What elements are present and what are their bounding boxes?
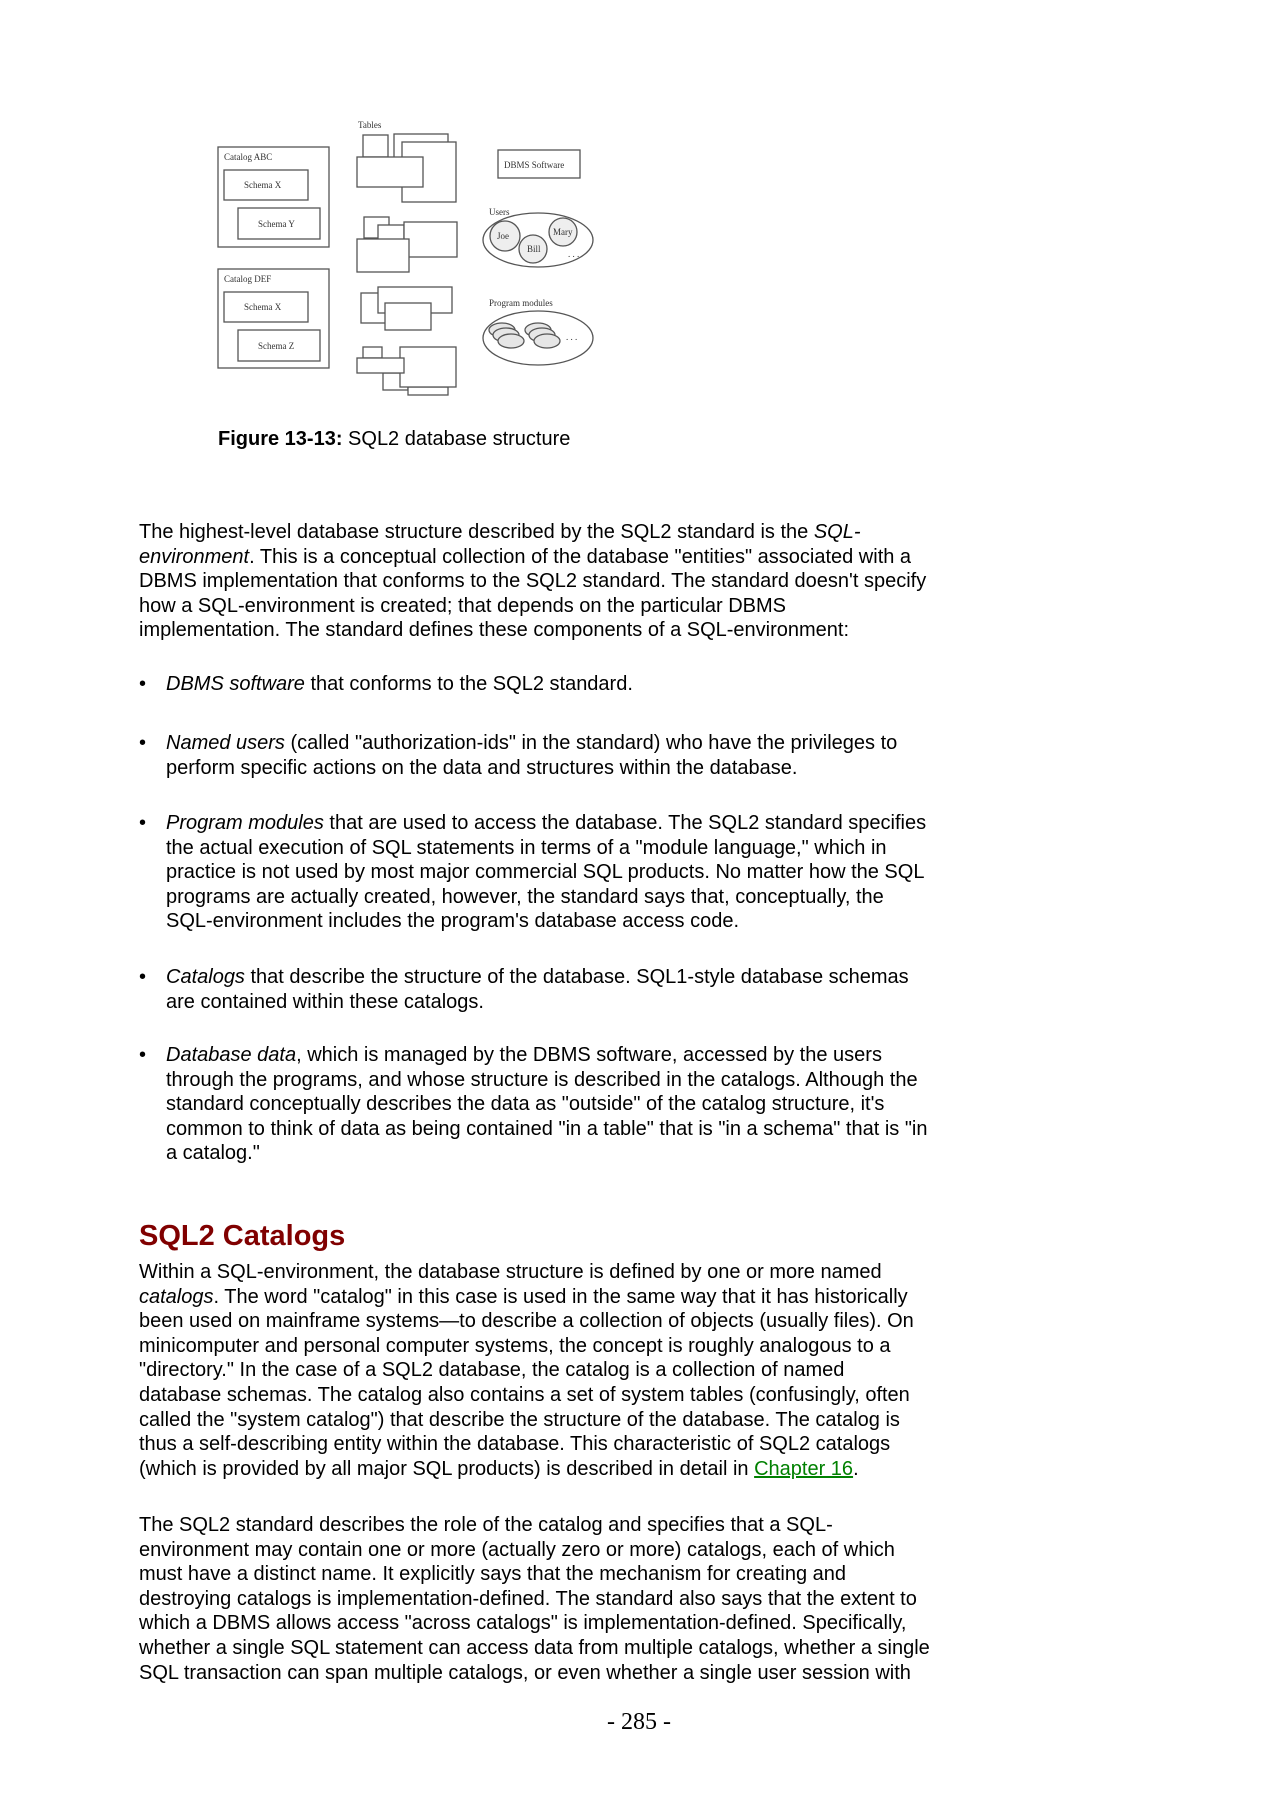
text-line bbox=[166, 1043, 927, 1068]
text-segment: whether a single SQL statement can access data from multiple catalogs, whether a single bbox=[139, 1636, 930, 1659]
text-line bbox=[139, 618, 926, 643]
text-line bbox=[139, 594, 926, 619]
text-segment: standard conceptually describes the data as "outside" of the catalog structure, it's bbox=[166, 1093, 885, 1116]
text-line bbox=[166, 1117, 927, 1142]
text-segment: . This is a conceptual collection of the database "entities" associated with a bbox=[249, 545, 912, 568]
catalog-def bbox=[218, 269, 329, 368]
bullet-text bbox=[166, 672, 633, 697]
text-line bbox=[166, 909, 926, 934]
text-segment: which a DBMS allows access "across catalogs" is implementation-defined. Specifically, bbox=[139, 1612, 907, 1635]
text-segment: minicomputer and personal computer systems, the concept is roughly analogous to a bbox=[139, 1334, 891, 1357]
text-line bbox=[139, 1383, 914, 1408]
text-line bbox=[166, 1141, 927, 1166]
text-line bbox=[139, 1358, 914, 1383]
text-line bbox=[139, 1432, 914, 1457]
bullet-icon: • bbox=[139, 673, 147, 695]
text-line bbox=[166, 731, 897, 756]
text-segment: a catalog." bbox=[166, 1142, 260, 1165]
text-segment: SQL-environment includes the program's database access code. bbox=[166, 910, 740, 933]
figure-caption-text: SQL2 database structure bbox=[342, 428, 571, 450]
text-segment: how a SQL-environment is created; that depends on the particular DBMS bbox=[139, 594, 787, 617]
figure-caption bbox=[218, 428, 570, 451]
emphasized-term: Named users bbox=[166, 732, 285, 754]
text-segment: thus a self-describing entity within the database. This characteristic of SQL2 catalogs bbox=[139, 1433, 891, 1456]
text-line bbox=[139, 1285, 914, 1310]
text-line bbox=[139, 1457, 914, 1482]
text-line bbox=[139, 1408, 914, 1433]
text-line bbox=[166, 885, 926, 910]
page-number: - 285 - bbox=[607, 1709, 671, 1735]
text-line bbox=[139, 1661, 930, 1686]
chapter-link[interactable]: Chapter 16 bbox=[754, 1457, 854, 1480]
table-group-3 bbox=[361, 287, 452, 330]
text-segment: The SQL2 standard describes the role of the catalog and specifies that a SQL- bbox=[139, 1514, 833, 1536]
text-segment: that are used to access the database. The SQL2 standard specifies bbox=[323, 812, 927, 834]
catalogs-paragraph-1 bbox=[139, 1260, 914, 1481]
text-segment: are contained within these catalogs. bbox=[166, 990, 484, 1013]
text-line bbox=[139, 1587, 930, 1612]
catalogs-paragraph-2 bbox=[139, 1513, 930, 1685]
text-segment: that conforms to the SQL2 standard. bbox=[304, 673, 633, 695]
figure-caption-label: Figure 13-13: bbox=[218, 428, 343, 450]
text-segment: The highest-level database structure described by the SQL2 standard is the bbox=[139, 521, 814, 543]
emphasized-term: SQL- bbox=[813, 521, 861, 543]
emphasized-term: Database data bbox=[166, 1044, 297, 1066]
text-line bbox=[166, 811, 926, 836]
text-line bbox=[139, 1562, 930, 1587]
text-line bbox=[166, 672, 633, 697]
bullet-text bbox=[166, 811, 926, 934]
bullet-icon: • bbox=[139, 732, 147, 754]
text-line bbox=[166, 836, 926, 861]
text-line bbox=[166, 1092, 927, 1117]
text-segment: programs are actually created, however, the standard says that, conceptually, the bbox=[166, 885, 884, 908]
program-modules-label: Program modules bbox=[489, 298, 553, 308]
text-segment: called the "system catalog") that describe the structure of the database. The catalog is bbox=[139, 1408, 900, 1431]
text-line bbox=[139, 1260, 914, 1285]
emphasized-term: Program modules bbox=[166, 812, 324, 834]
section-heading: SQL2 Catalogs bbox=[139, 1220, 346, 1253]
tables-label: Tables bbox=[358, 120, 382, 130]
text-segment: common to think of data as being contained "in a table" that is "in a schema" that is "in bbox=[166, 1117, 928, 1140]
text-segment: "directory." In the case of a SQL2 database, the catalog is a collection of named bbox=[139, 1359, 845, 1382]
user-bill: Bill bbox=[527, 244, 541, 254]
schema-z-label: Schema Z bbox=[258, 341, 295, 351]
bullet-icon: • bbox=[139, 1044, 147, 1066]
text-segment: destroying catalogs is implementation-defined. The standard also says that the extent to bbox=[139, 1587, 917, 1610]
user-joe: Joe bbox=[497, 231, 509, 241]
text-segment: the actual execution of SQL statements in terms of a "module language," which in bbox=[166, 836, 887, 859]
text-segment: perform specific actions on the data and structures within the database. bbox=[166, 756, 798, 779]
table-group-4 bbox=[357, 347, 456, 395]
text-line bbox=[139, 1513, 930, 1538]
modules-ellipsis: . . . bbox=[566, 332, 578, 342]
users-group bbox=[483, 207, 593, 267]
emphasized-term: Catalogs bbox=[166, 966, 245, 988]
text-line bbox=[166, 756, 897, 781]
text-segment: Within a SQL-environment, the database structure is defined by one or more named bbox=[139, 1261, 882, 1283]
text-segment: (which is provided by all major SQL products) is described in detail in bbox=[139, 1457, 755, 1480]
user-mary: Mary bbox=[553, 227, 573, 237]
text-segment: been used on mainframe systems—to describe a collection of objects (usually files). On bbox=[139, 1310, 914, 1333]
text-line bbox=[166, 860, 926, 885]
text-segment: . The word "catalog" in this case is used in the same way that it has historically bbox=[213, 1285, 908, 1308]
text-line bbox=[139, 1309, 914, 1334]
text-segment: through the programs, and whose structure is described in the catalogs. Although the bbox=[166, 1068, 918, 1091]
text-segment: that describe the structure of the database. SQL1-style database schemas bbox=[244, 966, 909, 988]
text-segment: , which is managed by the DBMS software, accessed by the users bbox=[296, 1044, 882, 1066]
text-line bbox=[139, 545, 926, 570]
catalog-abc-label: Catalog ABC bbox=[224, 152, 273, 162]
dbms-software bbox=[498, 150, 580, 178]
text-line bbox=[166, 1068, 927, 1093]
text-segment: . bbox=[853, 1457, 859, 1480]
bullet-text bbox=[166, 1043, 927, 1166]
text-line bbox=[166, 965, 909, 990]
bullet-text bbox=[166, 965, 909, 1014]
text-line bbox=[166, 990, 909, 1015]
program-modules-group bbox=[483, 298, 593, 365]
table-group-1 bbox=[357, 134, 456, 202]
text-line bbox=[139, 1636, 930, 1661]
text-line bbox=[139, 520, 926, 545]
text-segment: SQL transaction can span multiple catalogs, or even whether a single user session with bbox=[139, 1661, 911, 1684]
emphasized-term: catalogs bbox=[139, 1285, 214, 1308]
sql2-structure-diagram bbox=[0, 0, 700, 420]
text-line bbox=[139, 1334, 914, 1359]
table-group-2 bbox=[357, 217, 457, 272]
bullet-icon: • bbox=[139, 812, 147, 834]
text-line bbox=[139, 1611, 930, 1636]
schema-x-label: Schema X bbox=[244, 302, 282, 312]
users-ellipsis: . . . bbox=[568, 249, 580, 259]
text-line bbox=[139, 569, 926, 594]
text-segment: practice is not used by most major commercial SQL products. No matter how the SQL bbox=[166, 861, 925, 884]
schema-x-label: Schema X bbox=[244, 180, 282, 190]
text-segment: environment may contain one or more (actually zero or more) catalogs, each of which bbox=[139, 1538, 895, 1561]
text-line bbox=[139, 1538, 930, 1563]
catalog-def-label: Catalog DEF bbox=[224, 274, 272, 284]
emphasized-term: DBMS software bbox=[166, 673, 305, 695]
users-label: Users bbox=[489, 207, 510, 217]
schema-y-label: Schema Y bbox=[258, 219, 295, 229]
text-segment: must have a distinct name. It explicitly says that the mechanism for creating and bbox=[139, 1563, 846, 1586]
bullet-text bbox=[166, 731, 897, 780]
text-segment: DBMS implementation that conforms to the SQL2 standard. The standard doesn't specify bbox=[139, 570, 927, 593]
text-segment: database schemas. The catalog also contains a set of system tables (confusingly, often bbox=[139, 1383, 910, 1406]
emphasized-term: environment bbox=[139, 545, 250, 568]
catalog-abc bbox=[218, 147, 329, 247]
dbms-software-label: DBMS Software bbox=[504, 160, 565, 170]
text-segment: implementation. The standard defines these components of a SQL-environment: bbox=[139, 619, 850, 642]
intro-paragraph bbox=[139, 520, 926, 643]
bullet-icon: • bbox=[139, 966, 147, 988]
text-segment: (called "authorization-ids" in the standard) who have the privileges to bbox=[284, 732, 898, 754]
